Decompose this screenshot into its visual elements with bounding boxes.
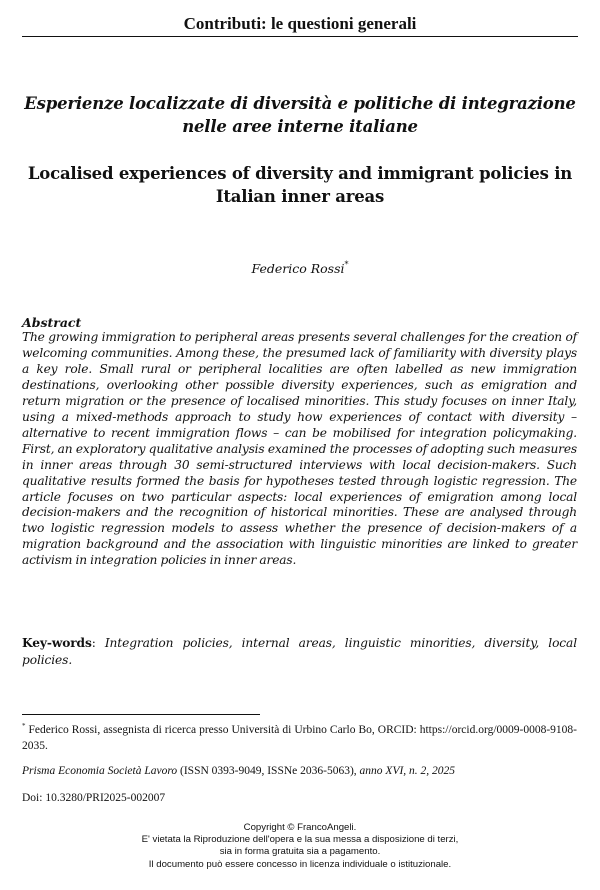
copyright-notice <box>22 822 578 871</box>
copyright-line-1: Copyright © FrancoAngeli. <box>243 822 357 833</box>
journal-issue: anno XVI, n. 2, 2025 <box>359 765 456 777</box>
keywords-label: Key-words <box>22 636 92 650</box>
journal-citation <box>22 764 577 779</box>
keywords <box>22 635 577 668</box>
keywords-separator: : <box>91 636 96 650</box>
footnote-text: Federico Rossi, assegnista di ricerca presso Università di Urbino Carlo Bo, ORCID: https://orcid.org/0009-0008-9108-2035. <box>22 724 578 752</box>
keywords-text: Integration policies, internal areas, linguistic minorities, diversity, local policies. <box>22 636 577 667</box>
footnote-marker: * <box>22 722 26 730</box>
doi: Doi: 10.3280/PRI2025-002007 <box>22 792 166 804</box>
copyright-line-2: E' vietata la Riproduzione dell'opera e la sua messa a disposizione di terzi, <box>141 834 459 846</box>
journal-name: Prisma Economia Società Lavoro <box>22 765 178 777</box>
author-name: Federico Rossi <box>251 261 345 276</box>
running-head: Contributi: le questioni generali <box>183 14 417 33</box>
abstract-text: The growing immigration to peripheral areas presents several challenges for the creation of welcoming communities. Among these, the presumed lack of familiarity with diversity plays a key role. Small rural or peripheral localities are often labelled as new immigration destinations, overlooking other possible diversity experiences, such as emigration and return migration or the presence of localised minorities. This study focuses on inner Italy, using a mixed-methods approach to study how experiences of contact with diversity – alternative to recent immigration flows – can be mobilised for integration policymaking. First, an exploratory qualitative analysis examined the processes of adopting such measures in inner areas through 30 semi-structured interviews with local decision-makers. Such qualitative results formed the basis for hypotheses tested through logistic regression. The article focuses on two particular aspects: local experiences of emigration among local decision-makers and the recognition of historical minorities. These are analysed through two logistic regression models to assess whether the presence of decision-makers of a migration background and the association with linguistic minorities are linked to greater activism in integration policies in inner areas. <box>22 330 577 568</box>
header-rule <box>22 36 578 37</box>
copyright-line-3: sia in forma gratuita sia a pagamento. <box>219 846 381 858</box>
footnote-rule <box>22 714 260 715</box>
author-footnote-marker: * <box>344 260 349 269</box>
copyright-line-4: Il documento può essere concesso in licenza individuale o istituzionale. <box>148 858 452 870</box>
journal-issn: (ISSN 0393-9049, ISSNe 2036-5063), <box>180 765 357 777</box>
title-italian: Esperienze localizzate di diversità e politiche di integrazione nelle aree interne italiane <box>24 94 576 136</box>
author-footnote <box>22 723 577 754</box>
title-english: Localised experiences of diversity and immigrant policies in Italian inner areas <box>27 164 573 206</box>
author-line <box>22 261 578 277</box>
abstract-heading: Abstract <box>22 315 82 330</box>
